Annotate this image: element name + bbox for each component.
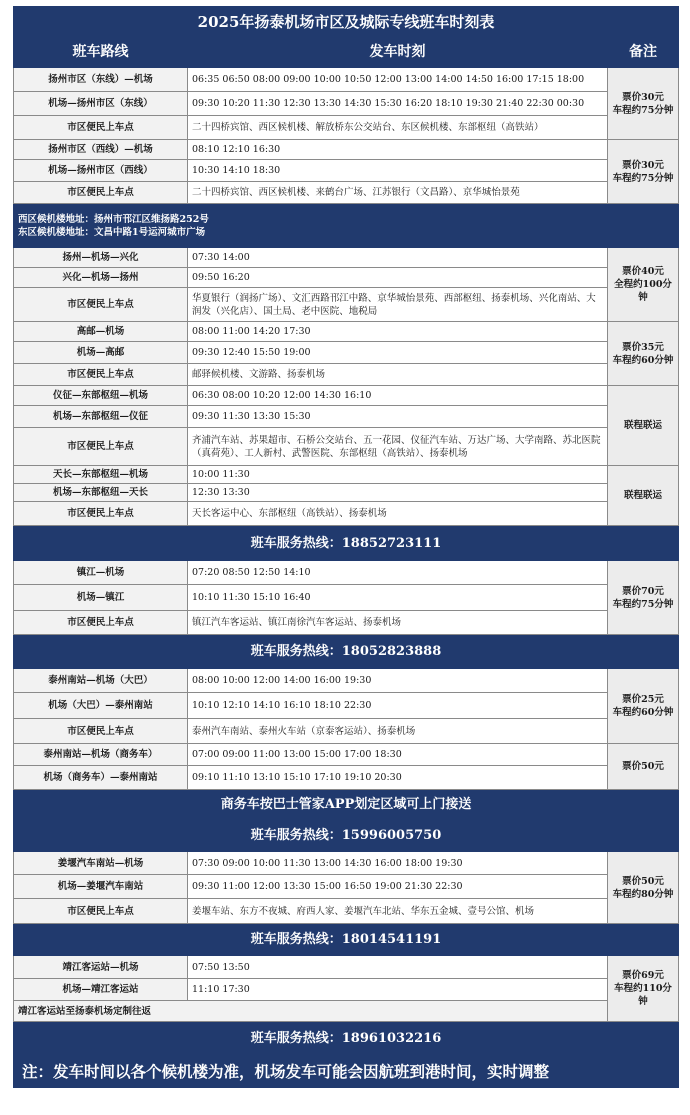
route-name: 姜堰汽车南站—机场: [14, 852, 188, 875]
departure-times: 06:35 06:50 08:00 09:00 10:00 10:50 12:00 13:00 14:00 14:50 16:00 17:15 18:00: [188, 68, 608, 92]
business-note-row: [14, 790, 679, 820]
departure-times: 11:10 17:30: [188, 979, 608, 1001]
departure-times: 10:30 14:10 18:30: [188, 160, 608, 182]
table-row: [14, 116, 679, 140]
address-row: [14, 204, 679, 248]
route-name: 仪征—东部枢纽—机场: [14, 386, 188, 406]
east-terminal-address: 东区候机楼地址：文昌中路1号运河城市广场: [18, 226, 206, 238]
table-row: [14, 611, 679, 635]
route-name: 镇江—机场: [14, 561, 188, 585]
trip-duration: 车程约80分钟: [612, 888, 674, 900]
business-car-note: 商务车按巴士管家APP划定区域可上门接送: [14, 790, 679, 820]
fare-note: 票价50元: [608, 744, 679, 790]
pickup-points: 天长客运中心、东部枢纽（高铁站）、扬泰机场: [188, 502, 608, 526]
header-row: [14, 38, 679, 68]
fare-price: 票价30元: [622, 159, 664, 171]
fare-price: 票价70元: [622, 585, 664, 597]
trip-duration: 车程约60分钟: [612, 707, 674, 718]
pickup-points: 镇江汽车客运站、镇江南徐汽车客运站、扬泰机场: [188, 611, 608, 635]
table-row: [14, 428, 679, 466]
table-row: [14, 288, 679, 322]
route-name: 机场—东部枢纽—天长: [14, 484, 188, 502]
departure-times: 09:30 12:40 15:50 19:00: [188, 342, 608, 364]
pickup-points: 华夏银行（润扬广场）、文汇西路邗江中路、京华城怡景苑、西部枢纽、扬泰机场、兴化南站、大润发（兴化店）、国土局、老中医院、地税局: [188, 288, 608, 322]
fare-note: [608, 561, 679, 635]
route-name: 靖江客运站—机场: [14, 956, 188, 979]
route-name: 机场—扬州市区（东线）: [14, 92, 188, 116]
table-row: [14, 466, 679, 484]
departure-times: 07:50 13:50: [188, 956, 608, 979]
terminal-addresses: [14, 204, 679, 248]
route-name: 高邮—机场: [14, 322, 188, 342]
table-row: [14, 140, 679, 160]
table-row: [14, 875, 679, 899]
timetable: [13, 6, 679, 1088]
trip-duration: 车程约60分钟: [612, 354, 674, 366]
departure-times: 12:30 13:30: [188, 484, 608, 502]
table-row: [14, 160, 679, 182]
col-header-times: 发车时刻: [188, 38, 608, 68]
departure-times: 08:00 11:00 14:20 17:30: [188, 322, 608, 342]
route-name: 机场—高邮: [14, 342, 188, 364]
table-row: [14, 719, 679, 744]
hotline-row: [14, 820, 679, 852]
pickup-points-label: 市区便民上车点: [14, 288, 188, 322]
fare-price: 票价30元: [622, 91, 664, 103]
service-hotline: 班车服务热线：18852723111: [14, 526, 679, 561]
departure-times: 07:00 09:00 11:00 13:00 15:00 17:00 18:30: [188, 744, 608, 766]
hotline-row: [14, 924, 679, 956]
custom-service-note: 靖江客运站至扬泰机场定制往返: [14, 1001, 608, 1022]
table-row: [14, 68, 679, 92]
col-header-note: 备注: [608, 38, 679, 68]
timetable-sheet: [13, 6, 678, 1088]
route-name: 泰州南站—机场（商务车）: [14, 744, 188, 766]
pickup-points-label: 市区便民上车点: [14, 428, 188, 466]
fare-note: [608, 248, 679, 322]
route-name: 机场（商务车）—泰州南站: [14, 766, 188, 790]
pickup-points-label: 市区便民上车点: [14, 611, 188, 635]
title-row: [14, 7, 679, 38]
departure-times: 09:30 10:20 11:30 12:30 13:30 14:30 15:30 16:20 18:10 19:30 21:40 22:30 00:30: [188, 92, 608, 116]
departure-times: 07:30 09:00 10:00 11:30 13:00 14:30 16:00 18:00 19:30: [188, 852, 608, 875]
route-name: 机场（大巴）—泰州南站: [14, 693, 188, 719]
table-row: [14, 484, 679, 502]
table-row: [14, 956, 679, 979]
table-row: [14, 1001, 679, 1022]
pickup-points-label: 市区便民上车点: [14, 116, 188, 140]
route-name: 泰州南站—机场（大巴）: [14, 669, 188, 693]
route-name: 天长—东部枢纽—机场: [14, 466, 188, 484]
west-terminal-address: 西区候机楼地址：扬州市邗江区维扬路252号: [18, 213, 209, 225]
pickup-points-label: 市区便民上车点: [14, 364, 188, 386]
route-name: 兴化—机场—扬州: [14, 268, 188, 288]
departure-times: 08:00 10:00 12:00 14:00 16:00 19:30: [188, 669, 608, 693]
departure-times: 09:30 11:30 13:30 15:30: [188, 406, 608, 428]
table-row: [14, 561, 679, 585]
table-row: [14, 979, 679, 1001]
fare-note: 联程联运: [608, 466, 679, 526]
pickup-points-label: 市区便民上车点: [14, 502, 188, 526]
pickup-points: 泰州汽车南站、泰州火车站（京泰客运站）、扬泰机场: [188, 719, 608, 744]
pickup-points: 齐浦汽车站、苏果超市、石桥公交站台、五一花园、仪征汽车站、万达广场、大学南路、苏北医院（真荷苑）、工人新村、武警医院、东部枢纽（高铁站）、扬泰机场: [188, 428, 608, 466]
departure-times: 10:00 11:30: [188, 466, 608, 484]
trip-duration: 全程约100分钟: [614, 279, 672, 303]
table-row: [14, 386, 679, 406]
route-name: 机场—东部枢纽—仪征: [14, 406, 188, 428]
trip-duration: 车程约75分钟: [612, 104, 674, 116]
table-row: [14, 744, 679, 766]
route-name: 扬州—机场—兴化: [14, 248, 188, 268]
pickup-points: 邮驿候机楼、文游路、扬泰机场: [188, 364, 608, 386]
table-row: [14, 585, 679, 611]
route-name: 机场—镇江: [14, 585, 188, 611]
route-name: 扬州市区（西线）—机场: [14, 140, 188, 160]
table-row: [14, 268, 679, 288]
pickup-points: 姜堰车站、东方不夜城、府西人家、姜堰汽车北站、华东五金城、壹号公馆、机场: [188, 899, 608, 924]
fare-note: [608, 852, 679, 924]
departure-times: 10:10 11:30 15:10 16:40: [188, 585, 608, 611]
fare-note: [608, 322, 679, 386]
table-row: [14, 502, 679, 526]
trip-duration: 车程约75分钟: [612, 598, 674, 610]
route-name: 机场—姜堰汽车南站: [14, 875, 188, 899]
page-title: 2025年扬泰机场市区及城际专线班车时刻表: [14, 7, 679, 38]
hotline-row: [14, 1022, 679, 1056]
fare-price: 票价69元: [622, 970, 664, 981]
pickup-points-label: 市区便民上车点: [14, 182, 188, 204]
table-row: [14, 766, 679, 790]
fare-price: 票价35元: [622, 341, 664, 353]
departure-times: 09:50 16:20: [188, 268, 608, 288]
departure-times: 08:10 12:10 16:30: [188, 140, 608, 160]
pickup-points: 二十四桥宾馆、西区候机楼、来鹤台广场、江苏银行（文昌路）、京华城怡景苑: [188, 182, 608, 204]
departure-times: 09:30 11:00 12:00 13:30 15:00 16:50 19:00 21:30 22:30: [188, 875, 608, 899]
table-row: [14, 899, 679, 924]
table-row: [14, 852, 679, 875]
hotline-row: [14, 635, 679, 669]
pickup-points-label: 市区便民上车点: [14, 899, 188, 924]
fare-note: [608, 140, 679, 204]
fare-note: [608, 669, 679, 744]
pickup-points: 二十四桥宾馆、西区候机楼、解放桥东公交站台、东区候机楼、东部枢纽（高铁站）: [188, 116, 608, 140]
route-name: 扬州市区（东线）—机场: [14, 68, 188, 92]
departure-times: 10:10 12:10 14:10 16:10 18:10 22:30: [188, 693, 608, 719]
service-hotline: 班车服务热线：15996005750: [14, 820, 679, 852]
departure-times: 07:20 08:50 12:50 14:10: [188, 561, 608, 585]
footer-note: 注：发车时间以各个候机楼为准，机场发车可能会因航班到港时间，实时调整: [14, 1056, 679, 1088]
table-row: [14, 693, 679, 719]
table-row: [14, 342, 679, 364]
table-row: [14, 322, 679, 342]
table-row: [14, 669, 679, 693]
fare-note: 联程联运: [608, 386, 679, 466]
footer-row: [14, 1056, 679, 1088]
service-hotline: 班车服务热线：18014541191: [14, 924, 679, 956]
route-name: 机场—扬州市区（西线）: [14, 160, 188, 182]
pickup-points-label: 市区便民上车点: [14, 719, 188, 744]
table-row: [14, 406, 679, 428]
col-header-route: 班车路线: [14, 38, 188, 68]
fare-price: 票价50元: [622, 875, 664, 887]
departure-times: 07:30 14:00: [188, 248, 608, 268]
table-row: [14, 248, 679, 268]
trip-duration: 车程约110分钟: [614, 983, 672, 1007]
trip-duration: 车程约75分钟: [612, 172, 674, 184]
fare-note: [608, 68, 679, 140]
service-hotline: 班车服务热线：18961032216: [14, 1022, 679, 1056]
fare-note: [608, 956, 679, 1022]
table-row: [14, 92, 679, 116]
table-row: [14, 364, 679, 386]
fare-price: 票价40元: [622, 266, 664, 277]
fare-price: 票价25元: [622, 694, 664, 705]
service-hotline: 班车服务热线：18052823888: [14, 635, 679, 669]
hotline-row: [14, 526, 679, 561]
route-name: 机场—靖江客运站: [14, 979, 188, 1001]
table-row: [14, 182, 679, 204]
departure-times: 09:10 11:10 13:10 15:10 17:10 19:10 20:30: [188, 766, 608, 790]
departure-times: 06:30 08:00 10:20 12:00 14:30 16:10: [188, 386, 608, 406]
